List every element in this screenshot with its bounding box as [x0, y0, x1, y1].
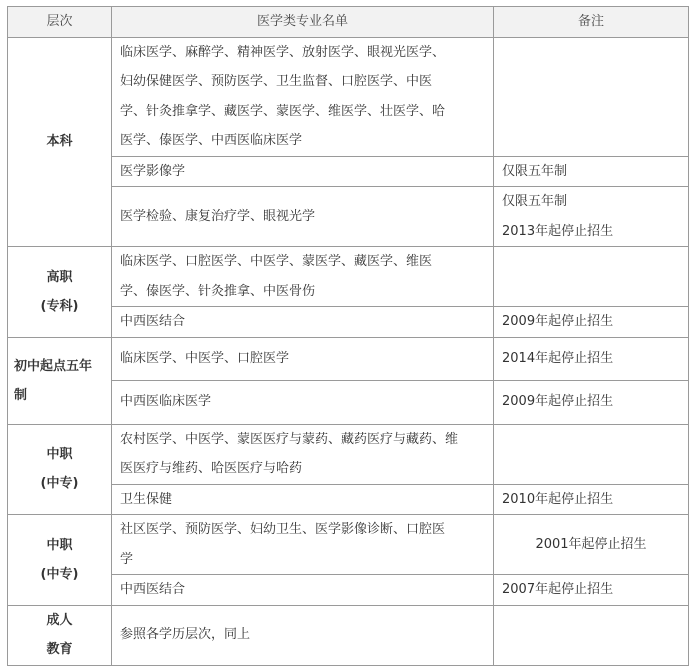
level-gaozhi: 高职 (专科)	[8, 247, 112, 338]
note-cell: 仅限五年制	[494, 156, 689, 187]
level-benke: 本科	[8, 37, 112, 247]
table-row	[8, 37, 689, 156]
header-note: 备注	[494, 7, 689, 38]
major-cell: 医学检验、康复治疗学、眼视光学	[112, 187, 494, 247]
table-row	[8, 605, 689, 665]
major-cell	[112, 515, 494, 575]
table-row	[8, 515, 689, 575]
note-cell: 2001年起停止招生	[494, 515, 689, 575]
table-row	[8, 247, 689, 307]
header-row	[8, 7, 689, 38]
major-cell: 中西医临床医学	[112, 380, 494, 424]
major-cell: 参照各学历层次，同上	[112, 605, 494, 665]
major-cell: 卫生保健	[112, 484, 494, 515]
note-cell: 2009年起停止招生	[494, 380, 689, 424]
table-row	[8, 337, 689, 380]
major-line: 临床医学、麻醉学、精神医学、放射医学、眼视光医学、	[120, 44, 446, 60]
note-cell: 2009年起停止招生	[494, 307, 689, 338]
major-line: 医学、傣医学、中西医临床医学	[120, 133, 303, 148]
note-line: 2013年起停止招生	[502, 223, 614, 239]
major-line: 学、傣医学、针灸推拿、中医骨伤	[120, 283, 316, 299]
major-cell: 中西医结合	[112, 307, 494, 338]
major-line: 临床医学、口腔医学、中医学、蒙医学、藏医学、维医	[120, 254, 433, 269]
major-cell	[112, 247, 494, 307]
level-zhongzhi: 中职 (中专)	[8, 424, 112, 515]
note-cell: 2010年起停止招生	[494, 484, 689, 515]
note-cell: 2014年起停止招生	[494, 337, 689, 380]
note-cell	[494, 187, 689, 247]
level-chengren: 成人 教育	[8, 605, 112, 665]
header-major-list: 医学类专业名单	[112, 7, 494, 38]
note-cell	[494, 424, 689, 484]
major-cell	[112, 424, 494, 484]
level-zhongzhi: 中职 (中专)	[8, 515, 112, 606]
note-cell	[494, 247, 689, 307]
major-line: 妇幼保健医学、预防医学、卫生监督、口腔医学、中医	[120, 74, 433, 89]
table-row	[8, 424, 689, 484]
level-wunian: 初中起点五年 制	[8, 337, 112, 424]
note-cell	[494, 605, 689, 665]
major-line: 医医疗与维药、哈医医疗与哈药	[120, 461, 303, 476]
major-line: 社区医学、预防医学、妇幼卫生、医学影像诊断、口腔医	[120, 522, 446, 537]
major-cell: 医学影像学	[112, 156, 494, 187]
note-cell	[494, 37, 689, 156]
major-line: 学	[120, 551, 134, 567]
major-line: 学、针灸推拿学、藏医学、蒙医学、维医学、壮医学、哈	[120, 103, 446, 119]
major-cell	[112, 37, 494, 156]
header-level: 层次	[8, 7, 112, 38]
medical-majors-table	[7, 6, 689, 666]
major-line: 农村医学、中医学、蒙医医疗与蒙药、藏药医疗与藏药、维	[120, 431, 459, 447]
major-cell: 临床医学、中医学、口腔医学	[112, 337, 494, 380]
note-cell: 2007年起停止招生	[494, 575, 689, 606]
major-cell: 中西医结合	[112, 575, 494, 606]
note-line: 仅限五年制	[502, 194, 568, 209]
